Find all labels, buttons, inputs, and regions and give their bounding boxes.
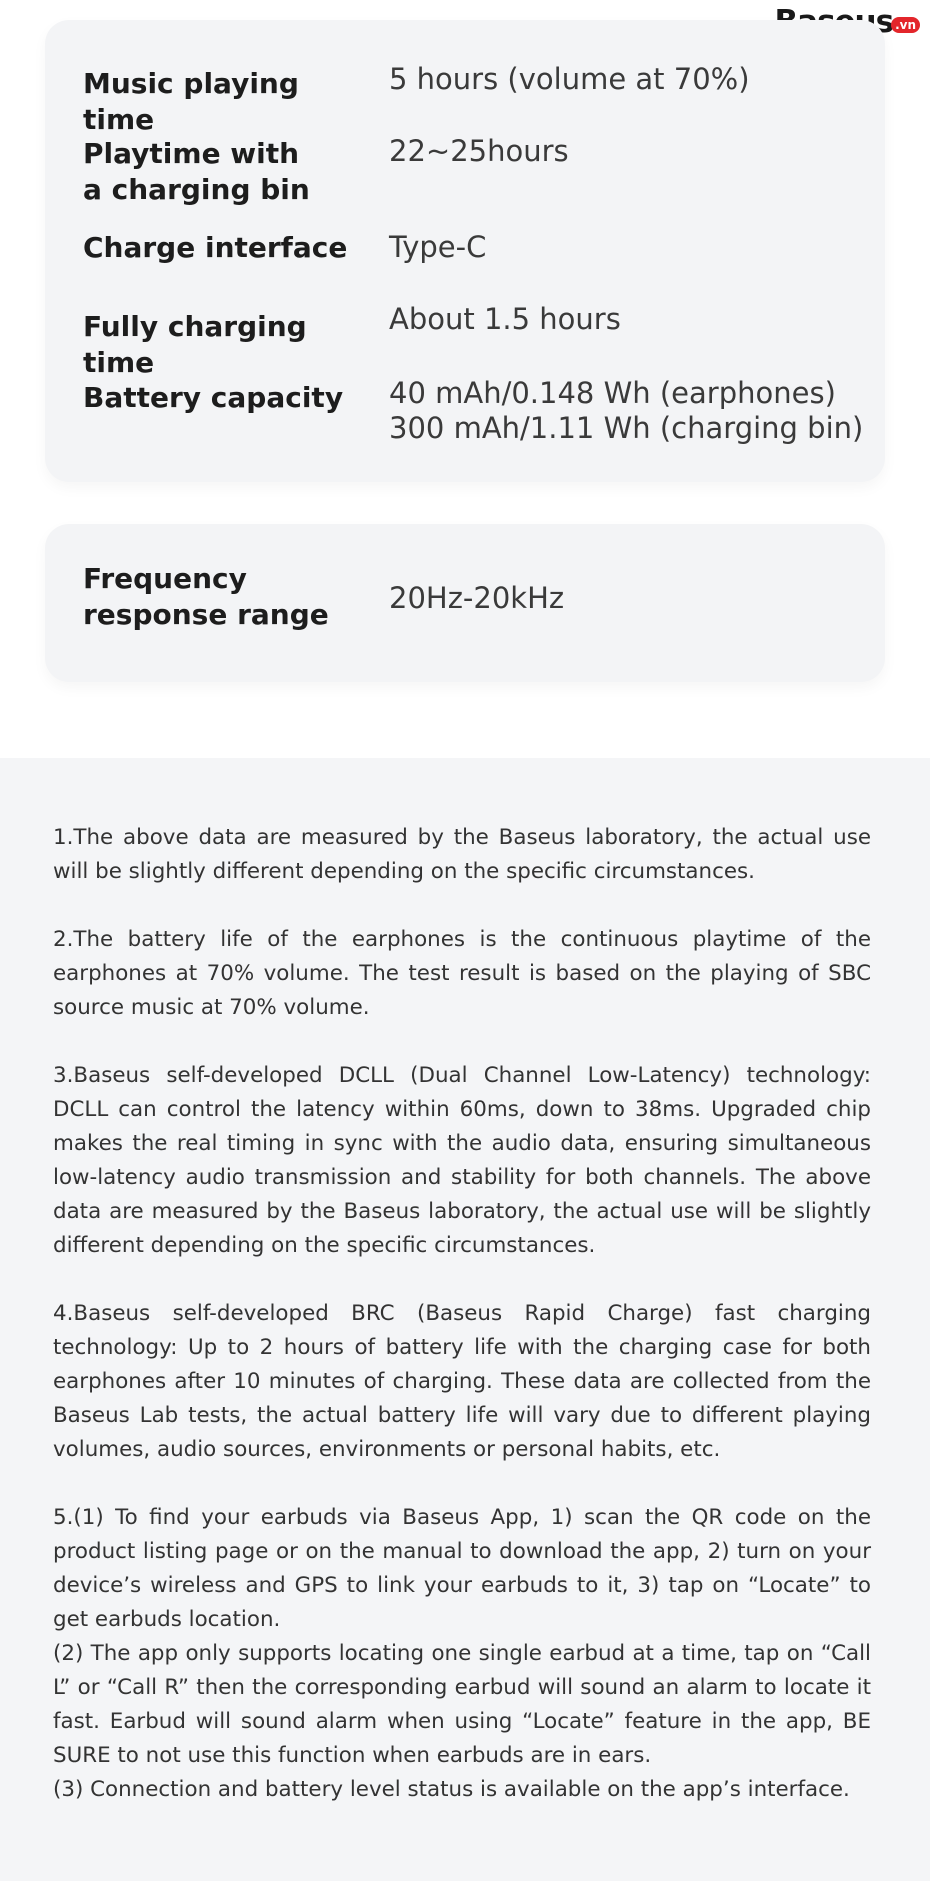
spec-value: 20Hz-20kHz	[389, 581, 565, 615]
brand-badge: .vn	[891, 17, 920, 33]
note-item-app	[53, 1501, 871, 1807]
spec-label: Charge interface	[83, 231, 348, 264]
spec-value	[389, 376, 865, 446]
spec-value-line: 300 mAh/1.11 Wh (charging bin)	[389, 411, 864, 445]
spec-value-line: 40 mAh/0.148 Wh (earphones)	[389, 376, 836, 410]
notes-section	[0, 758, 930, 1881]
spec-value: 5 hours (volume at 70%)	[389, 62, 750, 96]
note-line: (2) The app only supports locating one single earbud at a time, tap on “Call L” or “Call R” then the corresponding earbud will sound an alarm to locate it fast. Earbud will sound alarm when using “Locate” feature in the app, BE SURE to not use this function when earbuds are in ears.	[53, 1641, 871, 1768]
spec-label-line: Playtime with	[83, 137, 300, 170]
spec-label	[83, 136, 373, 208]
spec-card	[45, 20, 885, 482]
spec-label-line: a charging bin	[83, 173, 310, 206]
frequency-card	[45, 524, 885, 682]
note-item: 4.Baseus self-developed BRC (Baseus Rapid Charge) fast charging technology: Up to 2 hours of battery life with the charging case for both earphones after 10 minutes of charging. These data are collected from the Baseus Lab tests, the actual battery life will vary due to different playing volumes, audio sources, environments or personal habits, etc.	[53, 1301, 871, 1462]
note-item: 1.The above data are measured by the Baseus laboratory, the actual use will be slightly different depending on the specific circumstances.	[53, 825, 871, 884]
spec-label: Music playing time	[83, 67, 299, 136]
spec-label-line: Frequency	[83, 562, 247, 595]
spec-label	[83, 561, 373, 633]
spec-label-line: response range	[83, 598, 329, 631]
note-line: (3) Connection and battery level status is available on the app’s interface.	[53, 1777, 850, 1802]
note-line: 5.(1) To find your earbuds via Baseus App, 1) scan the QR code on the product listing page or on the manual to download the app, 2) turn on your device’s wireless and GPS to link your earbuds to it, 3) tap on “Locate” to get earbuds location.	[53, 1505, 871, 1632]
note-item: 3.Baseus self-developed DCLL (Dual Channel Low-Latency) technology: DCLL can control the latency within 60ms, down to 38ms. Upgraded chip makes the real timing in sync with the audio data, ensuring simultaneous low-latency audio transmission and stability for both channels. The above data are measured by the Baseus laboratory, the actual use will be slightly different depending on the specific circumstances.	[53, 1063, 871, 1258]
spec-value: About 1.5 hours	[389, 302, 621, 336]
notes-list	[53, 821, 871, 1807]
spec-label: Fully charging time	[83, 310, 307, 379]
spec-value: 22~25hours	[389, 134, 569, 168]
note-item: 2.The battery life of the earphones is the continuous playtime of the earphones at 70% volume. The test result is based on the playing of SBC source music at 70% volume.	[53, 927, 871, 1020]
spec-label: Battery capacity	[83, 381, 344, 414]
spec-value: Type-C	[389, 230, 487, 264]
